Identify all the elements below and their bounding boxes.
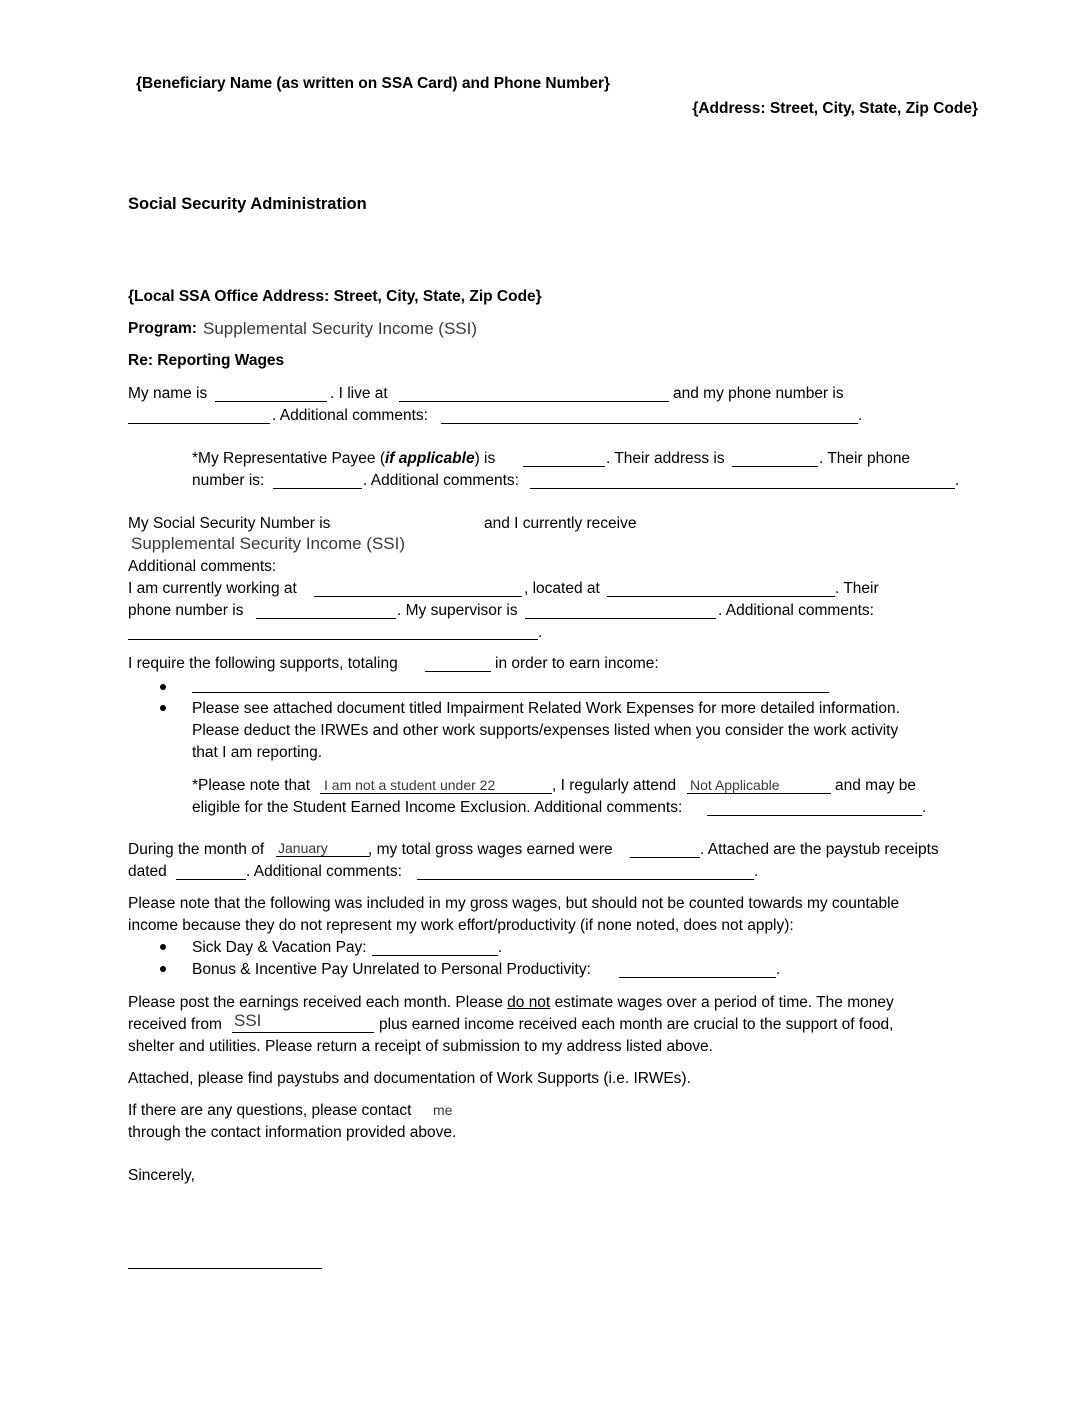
irwe-text-line2: Please deduct the IRWEs and other work supports/expenses listed when you consider the work activity <box>192 722 899 739</box>
employer-label: I am currently working at <box>128 580 297 597</box>
bonus-pay-label: Bonus & Incentive Pay Unrelated to Personal Productivity: <box>192 961 591 978</box>
payee-name-field[interactable] <box>523 466 605 467</box>
comments-field-1[interactable] <box>441 423 858 424</box>
payee-address-field[interactable] <box>732 466 818 467</box>
payee-phone-label-a: . Their phone <box>819 450 911 467</box>
posting-text-line1: Please post the earnings received each month. Please do not estimate wages over a period of time. The money <box>128 994 894 1011</box>
bullet <box>160 944 166 950</box>
employer-field[interactable] <box>314 596 522 597</box>
attached-text: Attached, please find paystubs and documentation of Work Supports (i.e. IRWEs). <box>128 1070 691 1087</box>
exclusions-text-line2: income because they do not represent my work effort/productivity (if none noted, does not apply): <box>128 917 794 934</box>
gross-wages-field[interactable] <box>630 857 700 858</box>
located-label: , located at <box>524 580 600 597</box>
attend-field <box>687 793 831 794</box>
name-field[interactable] <box>215 401 327 402</box>
may-be-label: and may be <box>835 777 916 794</box>
live-at-field[interactable] <box>399 401 669 402</box>
irwe-text-line3: that I am reporting. <box>192 744 323 761</box>
posting-text-line3: shelter and utilities. Please return a receipt of submission to my address listed above. <box>128 1038 713 1055</box>
sick-pay-label: Sick Day & Vacation Pay: <box>192 939 367 956</box>
received-from-label: received from <box>128 1016 222 1033</box>
support-item-field[interactable] <box>192 692 829 693</box>
supervisor-field[interactable] <box>525 618 716 619</box>
closing: Sincerely, <box>128 1167 195 1184</box>
bullet <box>160 705 166 711</box>
contact-value[interactable]: me <box>433 1102 453 1118</box>
period: . <box>955 472 960 489</box>
re-line: Re: Reporting Wages <box>128 352 285 369</box>
payee-address-label: . Their address is <box>606 450 725 467</box>
supports-label-end: in order to earn income: <box>495 655 659 672</box>
period: . <box>858 407 863 424</box>
bullet <box>160 966 166 972</box>
employment-comments-field[interactable] <box>128 639 538 640</box>
irwe-text-line1: Please see attached document titled Impairment Related Work Expenses for more detailed information. <box>192 700 900 717</box>
live-at-label: . I live at <box>330 385 388 402</box>
employer-phone-label: phone number is <box>128 602 244 619</box>
wages-comments-field[interactable] <box>417 879 754 880</box>
period: . <box>922 799 927 816</box>
supports-label: I require the following supports, totaling <box>128 655 398 672</box>
student-comments-field[interactable] <box>707 815 922 816</box>
contact-label: If there are any questions, please contact <box>128 1102 412 1119</box>
payee-comments-label: . Additional comments: <box>363 472 519 489</box>
student-status-value[interactable]: I am not a student under 22 <box>324 777 496 793</box>
student-status-field <box>320 793 552 794</box>
employer-phone-field[interactable] <box>256 618 396 619</box>
gross-wages-label: , my total gross wages earned were <box>368 841 613 858</box>
received-from-field <box>232 1032 374 1033</box>
employment-comments-label: . Additional comments: <box>718 602 874 619</box>
exclusions-text-line1: Please note that the following was included in my gross wages, but should not be counted towards my countable <box>128 895 900 912</box>
dated-field[interactable] <box>176 879 246 880</box>
period: . <box>776 961 781 978</box>
ssn-label: My Social Security Number is <box>128 515 331 532</box>
comments-label-1: . Additional comments: <box>272 407 428 424</box>
name-label: My name is <box>128 385 208 402</box>
agency-name: Social Security Administration <box>128 195 367 213</box>
bullet <box>160 684 166 690</box>
office-address-placeholder: {Local SSA Office Address: Street, City, State, Zip Code} <box>128 288 542 305</box>
attend-value[interactable]: Not Applicable <box>690 777 780 793</box>
signature-line[interactable] <box>128 1268 322 1269</box>
attend-label: , I regularly attend <box>552 777 677 794</box>
student-label: *Please note that <box>192 777 311 794</box>
phone-label: and my phone number is <box>673 385 844 402</box>
employer-location-field[interactable] <box>607 596 835 597</box>
dated-label: dated <box>128 863 167 880</box>
receive-label: and I currently receive <box>484 515 637 532</box>
received-from-value[interactable]: SSI <box>234 1011 262 1030</box>
address-placeholder: {Address: Street, City, State, Zip Code} <box>692 100 978 117</box>
phone-field[interactable] <box>128 423 270 424</box>
supports-total-field[interactable] <box>425 671 491 672</box>
program-label: Program: <box>128 320 197 337</box>
month-label: During the month of <box>128 841 265 858</box>
payee-phone-label-b: number is: <box>192 472 265 489</box>
payee-comments-field[interactable] <box>530 488 955 489</box>
beneficiary-placeholder: {Beneficiary Name (as written on SSA Card) and Phone Number} <box>136 75 611 92</box>
student-exclusion-label: eligible for the Student Earned Income Exclusion. Additional comments: <box>192 799 683 816</box>
ssn-comments-label: Additional comments: <box>128 558 277 575</box>
period: . <box>498 939 503 956</box>
paystub-label: . Attached are the paystub receipts <box>700 841 939 858</box>
contact-text-line2: through the contact information provided above. <box>128 1124 457 1141</box>
sick-pay-field[interactable] <box>372 955 498 956</box>
bonus-pay-field[interactable] <box>619 977 776 978</box>
month-value[interactable]: January <box>278 840 328 856</box>
posting-text-line2: plus earned income received each month are crucial to the support of food, <box>379 1016 894 1033</box>
period: . <box>538 624 543 641</box>
period: . <box>754 863 759 880</box>
payee-phone-field[interactable] <box>273 488 362 489</box>
program-value[interactable]: Supplemental Security Income (SSI) <box>203 319 478 338</box>
benefit-value[interactable]: Supplemental Security Income (SSI) <box>131 534 406 553</box>
month-field <box>276 856 370 857</box>
payee-label: *My Representative Payee (if applicable) is <box>192 450 496 467</box>
their-label: . Their <box>835 580 879 597</box>
wages-comments-label: . Additional comments: <box>246 863 402 880</box>
supervisor-label: . My supervisor is <box>397 602 518 619</box>
